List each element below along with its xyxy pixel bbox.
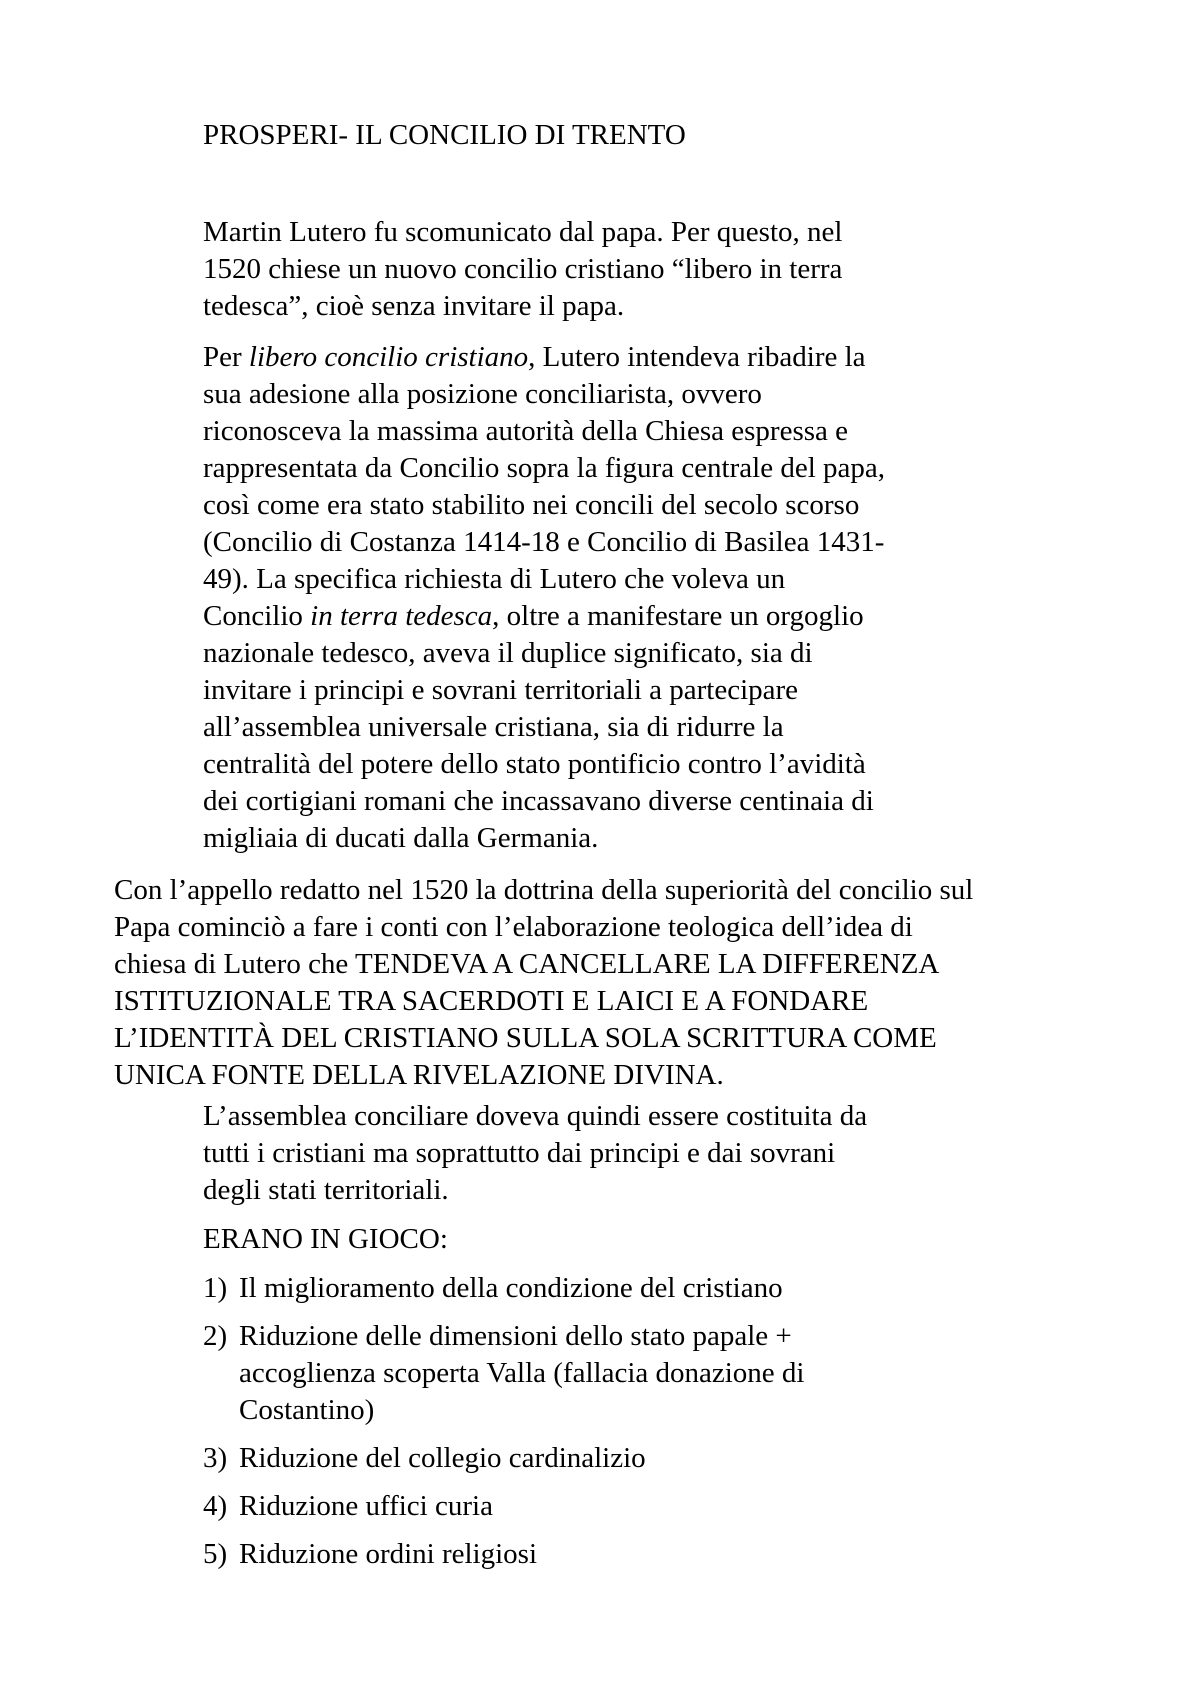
- list-item-text: [239, 1318, 963, 1429]
- list-number: 2): [203, 1320, 228, 1352]
- list-number: 3): [203, 1442, 228, 1474]
- text-line: L’IDENTITÀ DEL CRISTIANO SULLA SOLA SCRITTURA COME: [114, 1022, 937, 1054]
- text-line: rappresentata da Concilio sopra la figura centrale del papa,: [203, 452, 885, 484]
- list-item: [203, 1318, 963, 1429]
- text-line: migliaia di ducati dalla Germania.: [203, 822, 599, 854]
- italic-phrase: libero concilio cristiano: [248, 341, 529, 373]
- text-line: centralità del potere dello stato pontificio contro l’avidità: [203, 748, 866, 780]
- text-line: sua adesione alla posizione conciliarista, ovvero: [203, 378, 762, 410]
- section-heading: ERANO IN GIOCO:: [203, 1223, 448, 1255]
- list-number: 4): [203, 1490, 228, 1522]
- text-line: Il miglioramento della condizione del cristiano: [239, 1272, 783, 1304]
- text-line: Riduzione ordini religiosi: [239, 1538, 538, 1570]
- text-line: dei cortigiani romani che incassavano diverse centinaia di: [203, 785, 874, 817]
- list-item-text: [239, 1488, 963, 1525]
- list-item: [203, 1270, 963, 1307]
- text-line: [203, 339, 983, 376]
- text-line: Papa cominciò a fare i conti con l’elaborazione teologica dell’idea di: [114, 911, 913, 943]
- text-line: all’assemblea universale cristiana, sia di ridurre la: [203, 711, 784, 743]
- list-item: [203, 1536, 963, 1573]
- text-line: Riduzione delle dimensioni dello stato papale +: [239, 1320, 792, 1352]
- text-line: UNICA FONTE DELLA RIVELAZIONE DIVINA.: [114, 1059, 724, 1091]
- text-line: tedesca”, cioè senza invitare il papa.: [203, 290, 625, 322]
- numbered-list: [203, 1270, 963, 1584]
- text-line: Con l’appello redatto nel 1520 la dottrina della superiorità del concilio sul: [114, 874, 974, 906]
- text-line: Riduzione del collegio cardinalizio: [239, 1442, 646, 1474]
- text-line: Costantino): [239, 1394, 375, 1426]
- italic-phrase: in terra tedesca: [310, 600, 493, 632]
- list-item-text: [239, 1536, 963, 1573]
- text-line: accoglienza scoperta Valla (fallacia donazione di: [239, 1357, 805, 1389]
- list-item: [203, 1488, 963, 1525]
- text-line: nazionale tedesco, aveva il duplice significato, sia di: [203, 637, 813, 669]
- text-line: (Concilio di Costanza 1414-18 e Concilio di Basilea 1431-: [203, 526, 885, 558]
- document-title: PROSPERI- IL CONCILIO DI TRENTO: [203, 119, 686, 151]
- text-line: 49). La specifica richiesta di Lutero che voleva un: [203, 563, 786, 595]
- text-line: 1520 chiese un nuovo concilio cristiano “libero in terra: [203, 253, 843, 285]
- text-line: tutti i cristiani ma soprattutto dai principi e dai sovrani: [203, 1137, 836, 1169]
- list-number: 1): [203, 1272, 228, 1304]
- text-line: ISTITUZIONALE TRA SACERDOTI E LAICI E A FONDARE: [114, 985, 869, 1017]
- text-line: Riduzione uffici curia: [239, 1490, 493, 1522]
- text-line: riconosceva la massima autorità della Chiesa espressa e: [203, 415, 849, 447]
- list-item-text: [239, 1270, 963, 1307]
- text-segment: Concilio: [203, 600, 311, 632]
- text-line: così come era stato stabilito nei concili del secolo scorso: [203, 489, 860, 521]
- text-line: degli stati territoriali.: [203, 1174, 449, 1206]
- text-segment: , oltre a manifestare un orgoglio: [492, 600, 864, 632]
- text-line: chiesa di Lutero che TENDEVA A CANCELLARE LA DIFFERENZA: [114, 948, 940, 980]
- text-segment: Per: [203, 341, 249, 373]
- paragraph-1: [203, 214, 963, 325]
- list-item: [203, 1440, 963, 1477]
- paragraph-4: [203, 1098, 983, 1209]
- text-line: Martin Lutero fu scomunicato dal papa. Per questo, nel: [203, 216, 843, 248]
- text-line: [203, 598, 983, 635]
- text-line: L’assemblea conciliare doveva quindi essere costituita da: [203, 1100, 868, 1132]
- list-number: 5): [203, 1538, 228, 1570]
- paragraph-3: [114, 872, 1114, 1094]
- text-line: invitare i principi e sovrani territoriali a partecipare: [203, 674, 799, 706]
- text-segment: , Lutero intendeva ribadire la: [528, 341, 866, 373]
- paragraph-2: [203, 339, 983, 857]
- list-item-text: [239, 1440, 963, 1477]
